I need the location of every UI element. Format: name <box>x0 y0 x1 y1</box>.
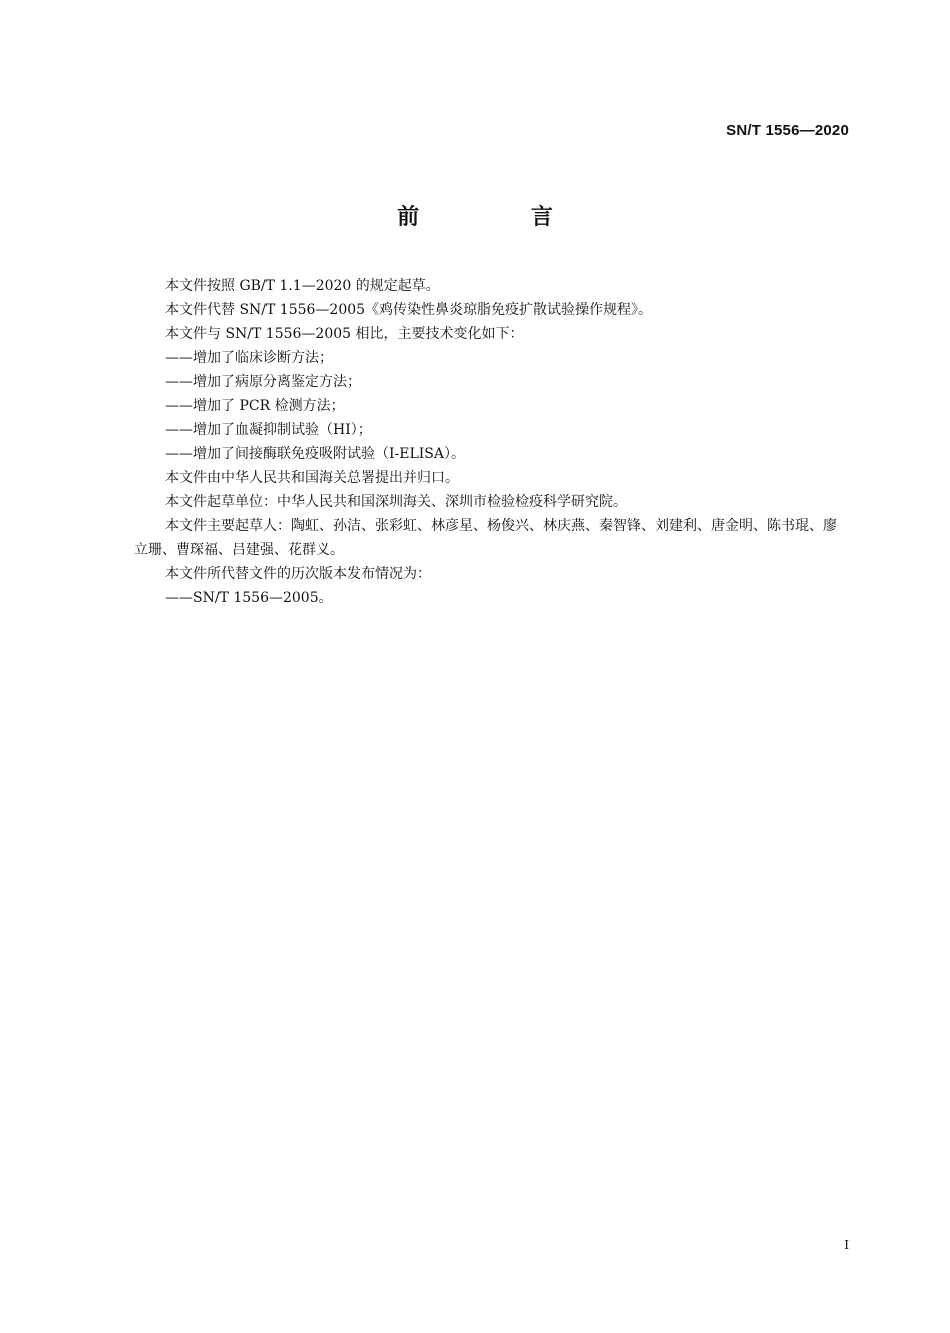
list-item-change: ——增加了病原分离鉴定方法； <box>165 374 361 390</box>
paragraph-history-intro: 本文件所代替文件的历次版本发布情况为： <box>165 566 431 582</box>
paragraph-replaces: 本文件代替 SN/T 1556—2005《鸡传染性鼻炎琼脂免疫扩散试验操作规程》。 <box>165 302 653 318</box>
paragraph-proposed-by: 本文件由中华人民共和国海关总署提出并归口。 <box>165 470 459 486</box>
paragraph-drafting-units: 本文件起草单位：中华人民共和国深圳海关、深圳市检验检疫科学研究院。 <box>165 494 627 510</box>
page-title: 前 言 <box>397 205 605 230</box>
list-item-change: ——增加了血凝抑制试验（HI）； <box>165 422 372 438</box>
foreword-body <box>134 274 850 610</box>
page-number: I <box>844 1238 849 1252</box>
paragraph-changes-intro: 本文件与 SN/T 1556—2005 相比，主要技术变化如下： <box>165 326 524 342</box>
list-item-history: ——SN/T 1556—2005。 <box>165 590 333 606</box>
paragraph-drafting-rule: 本文件按照 GB/T 1.1—2020 的规定起草。 <box>165 278 440 294</box>
list-item-change: ——增加了间接酶联免疫吸附试验（I-ELISA）。 <box>165 446 466 462</box>
list-item-change: ——增加了临床诊断方法； <box>165 350 333 366</box>
list-item-change: ——增加了 PCR 检测方法； <box>165 398 345 414</box>
paragraph-drafters: 本文件主要起草人：陶虹、孙洁、张彩虹、林彦星、杨俊兴、林庆燕、秦智锋、刘建利、唐金明、陈书琨、廖立珊、曹琛福、吕建强、花群义。 <box>134 518 837 558</box>
standard-code: SN/T 1556—2020 <box>726 122 849 139</box>
